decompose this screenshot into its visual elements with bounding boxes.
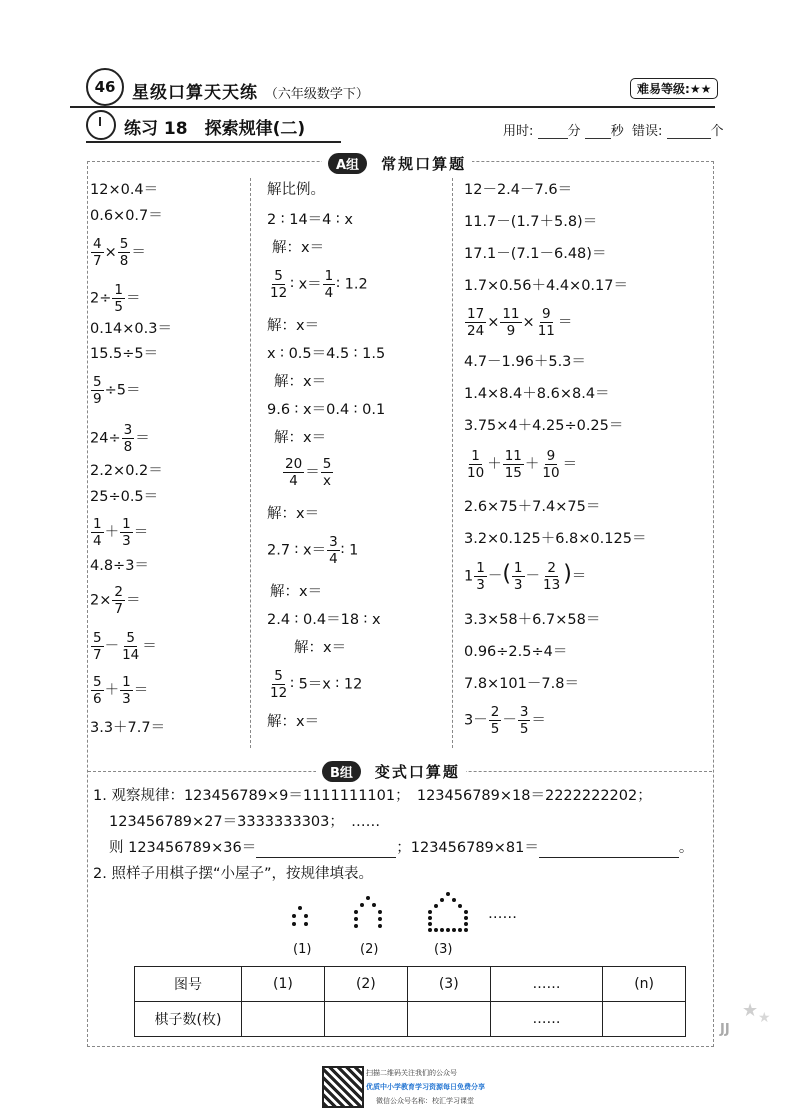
calc-item: 24÷ $\frac{3}{8}$ ＝ [90, 422, 150, 455]
proportion-heading: 解比例。 [267, 182, 325, 198]
table-header-cell: …… [490, 967, 603, 1002]
calc-item: 3－ $\frac{2}{5}$ － $\frac{3}{5}$ ＝ [464, 704, 546, 737]
proportion-item: 9.6 ∶ x＝0.4 ∶ 0.1 [267, 402, 386, 418]
table-header-cell: 图号 [135, 967, 242, 1002]
fraction: $\frac{4}{7}$ [93, 236, 102, 269]
answer-line: 解：x＝ [274, 430, 327, 446]
figure-caption: (3) [434, 942, 453, 957]
calc-item: 1 $\frac{1}{3}$ －( $\frac{1}{3}$ － $\frac{2}{13}$ )＝ [464, 560, 587, 593]
calc-item: 3.2×0.125＋6.8×0.125＝ [464, 531, 647, 547]
calc-item: 2× $\frac{2}{7}$ ＝ [90, 584, 141, 617]
answer-line: 解：x＝ [267, 506, 320, 522]
footer-line-3: 微信公众号名称：校汇学习课堂 [376, 1097, 474, 1105]
answer-line: 解：x＝ [267, 714, 320, 730]
star-icon: ★★ [689, 82, 712, 96]
calc-item: $\frac{5}{7}$ － $\frac{5}{14}$ ＝ [93, 630, 157, 663]
calc-item: $\frac{4}{7}$ × $\frac{5}{8}$ ＝ [93, 236, 146, 269]
fraction: $\frac{11}{15}$ [504, 448, 522, 481]
table-row-label: 棋子数(枚) [135, 1002, 242, 1037]
group-a-header [322, 152, 472, 174]
fraction: $\frac{5}{12}$ [270, 668, 288, 701]
answer-blank-36[interactable] [256, 857, 396, 858]
fraction: $\frac{5}{14}$ [122, 630, 140, 663]
seconds-blank[interactable] [585, 138, 611, 139]
group-a-badge: A组 [328, 153, 367, 174]
calc-item: 0.14×0.3＝ [90, 321, 172, 337]
calc-item: $\frac{5}{9}$ ÷5＝ [93, 374, 141, 407]
proportion-item: x ∶ 0.5＝4.5 ∶ 1.5 [267, 346, 386, 362]
table-answer-cell[interactable] [603, 1002, 686, 1037]
fraction: $\frac{5}{7}$ [93, 630, 102, 663]
time-label: 用时: [503, 124, 534, 139]
table-header-cell: (n) [603, 967, 686, 1002]
calc-item: 3.75×4＋4.25÷0.25＝ [464, 418, 624, 434]
figure-caption: (2) [360, 942, 379, 957]
fraction: $\frac{1}{3}$ [513, 560, 523, 593]
group-b-title: 变式口算题 [374, 762, 460, 781]
series-title [132, 78, 369, 103]
figure-caption: (1) [293, 942, 312, 957]
question-1-line-1: 1. 观察规律：123456789×9＝1111111101； 123456789×18＝2222222202； [93, 788, 652, 804]
proportion-item: 2 ∶ 14＝4 ∶ x [267, 212, 353, 228]
fraction: $\frac{1}{4}$ [324, 268, 334, 301]
qr-code-icon [322, 1066, 364, 1108]
calc-item: 15.5÷5＝ [90, 346, 159, 362]
fraction: $\frac{20}{4}$ [285, 456, 303, 489]
series-title-main: 星级口算天天练 [132, 83, 258, 103]
min-label: 分 [567, 124, 581, 139]
group-a-title: 常规口算题 [381, 154, 467, 173]
answer-line: 解：x＝ [270, 584, 323, 600]
calc-item: 12×0.4＝ [90, 182, 159, 198]
difficulty-badge [630, 78, 718, 99]
footer-line-1: 扫描二维码关注我们的公众号 [366, 1069, 457, 1077]
question-1-line-2: 123456789×27＝3333333303； …… [109, 814, 381, 830]
fraction: $\frac{1}{3}$ [122, 674, 131, 707]
fraction: $\frac{5}{8}$ [119, 236, 129, 269]
fraction: $\frac{3}{4}$ [329, 534, 338, 567]
answer-line: 解：x＝ [267, 318, 320, 334]
fraction: $\frac{1}{4}$ [93, 516, 102, 549]
house-figure-3 [426, 892, 472, 936]
fraction: $\frac{5}{12}$ [270, 268, 288, 301]
group-b-badge: B组 [322, 761, 361, 782]
fraction: $\frac{9}{10}$ [542, 448, 560, 481]
calc-item: 0.6×0.7＝ [90, 208, 163, 224]
calc-item: $\frac{1}{4}$ ＋ $\frac{1}{3}$ ＝ [93, 516, 149, 549]
answer-line: 解：x＝ [274, 374, 327, 390]
house-figure-2 [350, 894, 390, 934]
page-number: 46 [86, 68, 124, 106]
table-header-cell: (1) [242, 967, 325, 1002]
fraction: $\frac{1}{5}$ [114, 282, 123, 315]
calc-item: 2÷ $\frac{1}{5}$ ＝ [90, 282, 141, 315]
exercise-title-underline [86, 141, 341, 143]
footer-line-2: 优质中小学教育学习资源每日免费分享 [366, 1083, 485, 1091]
fraction: $\frac{2}{13}$ [543, 560, 561, 593]
errors-blank[interactable] [667, 138, 711, 139]
exercise-title: 练习 18 探索规律(二) [124, 119, 306, 139]
series-title-sub: （六年级数学下） [264, 87, 369, 102]
sec-label: 秒 [610, 124, 624, 139]
count-label: 个 [710, 124, 724, 139]
question-1-line-3: 则 123456789×36＝ ；123456789×81＝ 。 [109, 840, 694, 856]
column-divider-2 [452, 178, 453, 748]
star-decoration-icon: ★ [758, 1010, 771, 1026]
column-divider-1 [250, 178, 251, 748]
alarm-clock-icon [86, 110, 116, 140]
table-answer-cell[interactable] [407, 1002, 490, 1037]
errors-label: 错误: [631, 124, 663, 139]
group-b-header [316, 760, 466, 782]
calc-item: $\frac{5}{6}$ ＋ $\frac{1}{3}$ ＝ [93, 674, 149, 707]
pattern-table [134, 966, 686, 1037]
answer-blank-81[interactable] [539, 857, 679, 858]
calc-item: 2.6×75＋7.4×75＝ [464, 499, 601, 515]
difficulty-label: 难易等级: [637, 82, 690, 96]
minutes-blank[interactable] [538, 138, 568, 139]
fraction: $\frac{5}{x}$ [322, 456, 332, 489]
calc-item: 1.4×8.4＋8.6×8.4＝ [464, 386, 610, 402]
fraction: $\frac{9}{11}$ [537, 306, 555, 339]
fraction: $\frac{2}{7}$ [114, 584, 123, 617]
calc-item: 4.8÷3＝ [90, 558, 149, 574]
calc-item: 3.3×58＋6.7×58＝ [464, 612, 601, 628]
fraction: $\frac{1}{3}$ [476, 560, 485, 593]
calc-item: 1.7×0.56＋4.4×0.17＝ [464, 278, 628, 294]
timing-line [503, 120, 724, 139]
calc-item: 12－2.4－7.6＝ [464, 182, 573, 198]
calc-item: 2.2×0.2＝ [90, 463, 163, 479]
star-decoration-icon: ★ [742, 1000, 759, 1021]
fraction: $\frac{5}{9}$ [93, 374, 102, 407]
figure-ellipsis: …… [488, 906, 517, 922]
table-header-cell: (3) [407, 967, 490, 1002]
calc-item: $\frac{1}{10}$ ＋ $\frac{11}{15}$ ＋ $\frac{9}{10}$ ＝ [467, 448, 578, 481]
proportion-item: 2.4 ∶ 0.4＝18 ∶ x [267, 612, 381, 628]
proportion-item: $\frac{5}{12}$ ∶ 5＝x ∶ 12 [270, 668, 363, 701]
table-answer-cell[interactable] [242, 1002, 325, 1037]
calc-item: 7.8×101－7.8＝ [464, 676, 579, 692]
fraction: $\frac{3}{8}$ [123, 422, 133, 455]
calc-item: 3.3＋7.7＝ [90, 720, 166, 736]
answer-line: 解：x＝ [272, 240, 325, 256]
calc-item: 11.7－(1.7＋5.8)＝ [464, 214, 598, 230]
fraction: $\frac{2}{5}$ [490, 704, 500, 737]
calc-item: $\frac{17}{24}$ × $\frac{11}{9}$ × $\frac{9}{11}$ ＝ [467, 306, 573, 339]
table-row [135, 1002, 686, 1037]
fraction: $\frac{17}{24}$ [467, 306, 485, 339]
fraction: $\frac{1}{3}$ [122, 516, 131, 549]
fraction: $\frac{3}{5}$ [519, 704, 529, 737]
fraction: $\frac{1}{10}$ [467, 448, 485, 481]
fraction: $\frac{11}{9}$ [502, 306, 520, 339]
proportion-item: 2.7 ∶ x＝ $\frac{3}{4}$ ∶ 1 [267, 534, 359, 567]
calc-item: 0.96÷2.5÷4＝ [464, 644, 568, 660]
fraction: $\frac{5}{6}$ [93, 674, 102, 707]
calc-item: 4.7－1.96＋5.3＝ [464, 354, 586, 370]
calc-item: 25÷0.5＝ [90, 489, 159, 505]
proportion-item: $\frac{5}{12}$ ∶ x＝ $\frac{1}{4}$ ∶ 1.2 [270, 268, 368, 301]
table-ellipsis-cell: …… [490, 1002, 603, 1037]
corner-mark: JJ [720, 1022, 730, 1037]
table-answer-cell[interactable] [324, 1002, 407, 1037]
proportion-item: $\frac{20}{4}$ ＝ $\frac{5}{x}$ [285, 456, 332, 489]
question-2-text: 2. 照样子用棋子摆“小屋子”，按规律填表。 [93, 866, 373, 882]
calc-item: 17.1－(7.1－6.48)＝ [464, 246, 607, 262]
table-row [135, 967, 686, 1002]
house-figure-1 [288, 900, 328, 932]
answer-line: 解：x＝ [294, 640, 347, 656]
table-header-cell: (2) [324, 967, 407, 1002]
